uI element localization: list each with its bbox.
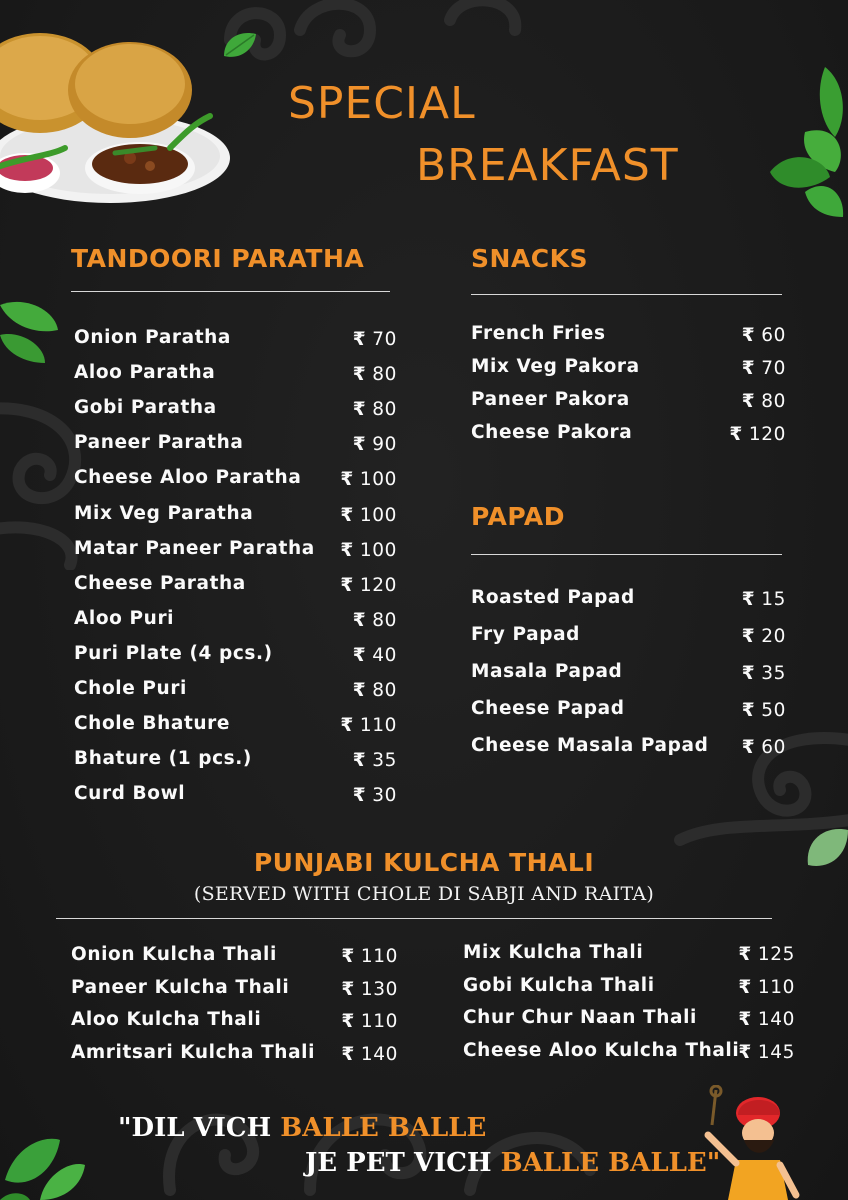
price-value: 60 <box>761 325 786 346</box>
menu-item-name: Paneer Kulcha Thali <box>71 976 290 998</box>
rupee-symbol: ₹ <box>352 785 367 807</box>
basil-leaf-icon <box>220 28 260 62</box>
rupee-symbol: ₹ <box>340 504 354 526</box>
menu-item-name: Gobi Kulcha Thali <box>463 974 655 996</box>
slogan-line1-highlight: BALLE BALLE <box>280 1113 487 1143</box>
rupee-symbol: ₹ <box>340 715 354 737</box>
menu-item <box>471 389 786 419</box>
chole-bhature-plate-icon <box>0 28 235 213</box>
mint-leaf-icon <box>0 1120 86 1200</box>
rupee-symbol: ₹ <box>352 329 367 350</box>
menu-item-price <box>340 469 397 490</box>
menu-item-price <box>742 663 786 684</box>
menu-item <box>74 362 397 392</box>
price-value: 80 <box>761 391 786 412</box>
rupee-symbol: ₹ <box>741 589 756 610</box>
menu-item-name: Onion Kulcha Thali <box>71 944 277 965</box>
menu-item-name: Fry Papad <box>471 624 580 645</box>
price-value: 90 <box>372 434 397 456</box>
menu-item <box>471 323 786 353</box>
rupee-symbol: ₹ <box>340 539 354 561</box>
price-value: 100 <box>359 539 397 561</box>
price-value: 110 <box>359 715 397 737</box>
menu-item <box>471 587 786 617</box>
menu-item-name: Cheese Aloo Kulcha Thali <box>463 1040 740 1062</box>
menu-item <box>71 1042 398 1072</box>
kulcha-note: (SERVED WITH CHOLE DI SABJI AND RAITA) <box>193 883 655 905</box>
menu-item <box>74 608 397 638</box>
menu-item-name: Bhature (1 pcs.) <box>74 748 252 770</box>
price-value: 70 <box>372 329 397 350</box>
rupee-symbol: ₹ <box>741 737 756 758</box>
menu-item-price <box>738 1042 795 1063</box>
menu-item-price <box>742 358 786 379</box>
tandoori-list <box>74 327 397 817</box>
divider <box>71 291 390 292</box>
slogan-line2-text: JE PET VICH <box>305 1148 501 1178</box>
menu-item-name: Cheese Pakora <box>471 422 633 443</box>
menu-item <box>74 713 397 743</box>
menu-item <box>71 944 398 974</box>
menu-item-price <box>353 680 397 701</box>
rupee-symbol: ₹ <box>741 325 756 346</box>
menu-item-price <box>353 645 397 666</box>
menu-item-name: Masala Papad <box>471 661 623 682</box>
menu-item-name: Mix Kulcha Thali <box>463 942 644 963</box>
price-value: 140 <box>757 1009 795 1031</box>
rupee-symbol: ₹ <box>741 663 756 684</box>
divider <box>471 294 782 295</box>
menu-item <box>74 467 397 497</box>
price-value: 100 <box>359 504 397 526</box>
menu-item-name: Puri Plate (4 pcs.) <box>74 642 273 664</box>
menu-item-price <box>742 737 786 758</box>
price-value: 110 <box>360 946 398 967</box>
menu-item-price <box>341 1044 398 1065</box>
rupee-symbol: ₹ <box>341 978 355 1000</box>
price-value: 110 <box>360 1011 398 1033</box>
menu-item-name: Chole Bhature <box>74 713 231 735</box>
divider <box>56 918 772 919</box>
menu-item-price <box>742 391 786 412</box>
rupee-symbol: ₹ <box>738 1009 752 1031</box>
rupee-symbol: ₹ <box>741 700 756 721</box>
slogan-line2-highlight: BALLE BALLE" <box>500 1148 721 1178</box>
slogan-line2 <box>305 1148 720 1178</box>
menu-item-name: Chole Puri <box>74 678 187 699</box>
menu-item-name: Cheese Masala Papad <box>471 735 709 756</box>
menu-item-name: Cheese Papad <box>471 698 625 719</box>
rupee-symbol: ₹ <box>741 391 756 412</box>
slogan-line1 <box>118 1113 486 1143</box>
menu-item <box>71 977 398 1007</box>
price-value: 70 <box>761 358 786 379</box>
snacks-list <box>471 323 786 463</box>
menu-item-price <box>742 589 786 610</box>
menu-item-price <box>340 505 397 526</box>
rupee-symbol: ₹ <box>741 358 756 379</box>
menu-item <box>471 624 786 654</box>
menu-item-price <box>738 977 795 998</box>
menu-item-name: Aloo Paratha <box>74 362 216 384</box>
rupee-symbol: ₹ <box>738 944 752 965</box>
section-heading-kulcha: PUNJABI KULCHA THALI <box>253 848 595 877</box>
price-value: 140 <box>360 1044 398 1066</box>
page-title-line2: BREAKFAST <box>416 140 679 191</box>
menu-item-name: Gobi Paratha <box>74 397 217 419</box>
price-value: 35 <box>761 663 786 684</box>
menu-item <box>471 356 786 386</box>
menu-item <box>74 432 397 462</box>
price-value: 110 <box>757 976 795 998</box>
menu-item <box>74 748 397 778</box>
menu-item <box>463 942 795 972</box>
slogan-line1-text: "DIL VICH <box>118 1113 281 1143</box>
menu-item <box>471 422 786 452</box>
rupee-symbol: ₹ <box>352 609 367 631</box>
rupee-symbol: ₹ <box>741 626 756 647</box>
price-value: 80 <box>372 399 397 421</box>
section-heading-tandoori: TANDOORI PARATHA <box>71 244 365 273</box>
menu-item <box>74 573 397 603</box>
divider <box>471 554 782 555</box>
menu-item-price <box>738 1009 795 1030</box>
rupee-symbol: ₹ <box>341 946 355 967</box>
rupee-symbol: ₹ <box>352 644 367 666</box>
menu-item-price <box>738 944 795 965</box>
price-value: 130 <box>360 978 398 1000</box>
menu-item <box>74 643 397 673</box>
price-value: 125 <box>757 944 795 965</box>
menu-item-price <box>353 434 397 455</box>
price-value: 80 <box>372 680 397 701</box>
page-title-line1: SPECIAL <box>288 78 476 129</box>
menu-item-name: Cheese Paratha <box>74 572 246 594</box>
kulcha-left-list <box>71 944 398 1079</box>
rupee-symbol: ₹ <box>738 976 752 998</box>
menu-item-name: Matar Paneer Paratha <box>74 537 315 559</box>
menu-item-name: Cheese Aloo Paratha <box>74 467 302 489</box>
menu-item-price <box>341 979 398 1000</box>
menu-item-price <box>742 325 786 346</box>
price-value: 80 <box>372 609 397 631</box>
menu-item-price <box>353 329 397 350</box>
menu-item <box>463 1007 795 1037</box>
section-heading-papad: PAPAD <box>471 502 566 531</box>
rupee-symbol: ₹ <box>340 574 354 596</box>
menu-item-name: Aloo Kulcha Thali <box>71 1009 262 1031</box>
rupee-symbol: ₹ <box>352 399 367 421</box>
rupee-symbol: ₹ <box>352 750 367 772</box>
menu-item-price <box>340 540 397 561</box>
menu-item-name: Amritsari Kulcha Thali <box>71 1042 316 1064</box>
basil-leaf-icon <box>765 62 848 222</box>
price-value: 80 <box>372 364 397 386</box>
menu-item-name: Paneer Paratha <box>74 432 244 454</box>
menu-item-name: Mix Veg Pakora <box>471 356 640 377</box>
kulcha-right-list <box>463 942 795 1077</box>
menu-item <box>74 538 397 568</box>
menu-item <box>74 503 397 533</box>
price-value: 60 <box>761 737 786 758</box>
menu-item-name: Curd Bowl <box>74 783 186 805</box>
price-value: 30 <box>372 785 397 807</box>
price-value: 50 <box>761 700 786 721</box>
rupee-symbol: ₹ <box>352 680 367 701</box>
menu-item-price <box>353 399 397 420</box>
price-value: 40 <box>372 644 397 666</box>
rupee-symbol: ₹ <box>341 1044 355 1066</box>
menu-item <box>74 783 397 813</box>
menu-item-price <box>340 715 397 736</box>
bhangra-dancer-icon <box>688 1085 803 1200</box>
menu-item-price <box>341 946 398 967</box>
menu-item-name: Onion Paratha <box>74 327 232 348</box>
menu-item <box>471 698 786 728</box>
rupee-symbol: ₹ <box>352 364 367 386</box>
rupee-symbol: ₹ <box>729 424 743 445</box>
menu-item-price <box>353 364 397 385</box>
menu-item <box>471 735 786 765</box>
price-value: 20 <box>761 626 786 647</box>
menu-item-price <box>353 785 397 806</box>
menu-item-name: French Fries <box>471 323 606 344</box>
menu-item <box>463 975 795 1005</box>
menu-item <box>74 678 397 708</box>
menu-item-price <box>341 1011 398 1032</box>
price-value: 15 <box>761 589 786 610</box>
menu-item <box>463 1040 795 1070</box>
menu-item-price <box>742 700 786 721</box>
rupee-symbol: ₹ <box>341 1011 355 1033</box>
menu-item <box>74 327 397 357</box>
menu-item-price <box>353 610 397 631</box>
menu-item <box>71 1009 398 1039</box>
section-heading-snacks: SNACKS <box>471 244 589 273</box>
menu-item-price <box>729 424 786 445</box>
menu-item-price <box>340 575 397 596</box>
price-value: 145 <box>757 1042 795 1064</box>
cloud-swirl-icon <box>210 0 570 90</box>
mint-leaf-icon <box>0 295 62 365</box>
rupee-symbol: ₹ <box>340 469 354 491</box>
menu-item-name: Roasted Papad <box>471 587 635 608</box>
papad-list <box>471 587 786 777</box>
rupee-symbol: ₹ <box>352 434 367 456</box>
menu-item <box>471 661 786 691</box>
menu-item-name: Mix Veg Paratha <box>74 502 254 524</box>
menu-item <box>74 397 397 427</box>
price-value: 120 <box>359 574 397 596</box>
price-value: 35 <box>372 750 397 772</box>
menu-item-name: Paneer Pakora <box>471 389 630 410</box>
rupee-symbol: ₹ <box>738 1042 752 1064</box>
menu-item-name: Chur Chur Naan Thali <box>463 1007 697 1029</box>
menu-item-price <box>353 750 397 771</box>
menu-item-name: Aloo Puri <box>74 607 175 629</box>
menu-item-price <box>742 626 786 647</box>
price-value: 100 <box>359 469 397 491</box>
price-value: 120 <box>748 424 786 445</box>
